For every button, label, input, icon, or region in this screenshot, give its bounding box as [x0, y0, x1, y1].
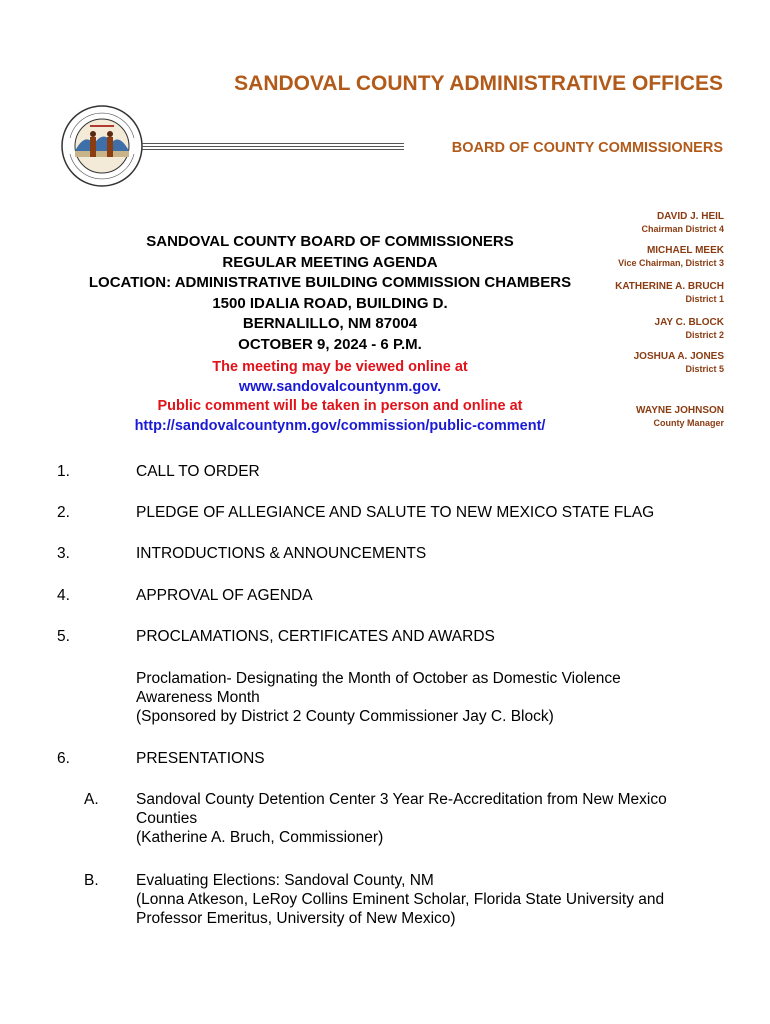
- member-name: MICHAEL MEEK: [646, 245, 724, 256]
- member-name: KATHERINE A. BRUCH: [615, 281, 724, 292]
- member-role: Vice Chairman, District 3: [618, 258, 724, 268]
- meeting-location-line: LOCATION: ADMINISTRATIVE BUILDING COMMISSION CHAMBERS: [88, 274, 572, 291]
- subitem-letter: A.: [84, 791, 99, 808]
- item-title: PLEDGE OF ALLEGIANCE AND SALUTE TO NEW MEXICO STATE FLAG: [136, 504, 655, 521]
- item-title: PROCLAMATIONS, CERTIFICATES AND AWARDS: [136, 628, 495, 645]
- viewed-online-text: The meeting may be viewed online at: [212, 359, 468, 375]
- member-role: Chairman District 4: [641, 224, 724, 234]
- online-notice: [60, 358, 620, 436]
- item-title: APPROVAL OF AGENDA: [136, 587, 313, 604]
- item-title: CALL TO ORDER: [136, 463, 260, 480]
- meeting-city-line: BERNALILLO, NM 87004: [242, 315, 418, 332]
- member-name: WAYNE JOHNSON: [636, 405, 724, 416]
- website-link[interactable]: www.sandovalcountynm.gov.: [238, 378, 442, 395]
- subitem-line: Sandoval County Detention Center 3 Year Re-Accreditation from New Mexico: [136, 791, 667, 808]
- subitem-line: (Lonna Atkeson, LeRoy Collins Eminent Scholar, Florida State University and: [136, 891, 665, 908]
- subitem-line: Professor Emeritus, University of New Mexico): [136, 910, 456, 927]
- member-role: District 2: [685, 330, 724, 340]
- item-number: 5.: [57, 628, 70, 645]
- subitem-line: Awareness Month: [136, 689, 260, 706]
- board-title: BOARD OF COUNTY COMMISSIONERS: [451, 140, 723, 156]
- member-role: District 5: [685, 364, 724, 374]
- item-title: PRESENTATIONS: [136, 750, 265, 767]
- member-name: JOSHUA A. JONES: [633, 351, 724, 362]
- subitem-line: Proclamation- Designating the Month of October as Domestic Violence: [136, 670, 621, 687]
- member-role: District 1: [685, 294, 724, 304]
- subitem-line: (Sponsored by District 2 County Commissioner Jay C. Block): [136, 708, 554, 725]
- meeting-date-line: OCTOBER 9, 2024 - 6 P.M.: [238, 335, 422, 353]
- subitem-line: Counties: [136, 810, 198, 827]
- meeting-type-line: REGULAR MEETING AGENDA: [222, 253, 438, 271]
- item-number: 6.: [57, 750, 70, 767]
- meeting-header: [60, 232, 600, 355]
- public-comment-link[interactable]: http://sandovalcountynm.gov/commission/public-comment/: [134, 417, 546, 434]
- subitem-letter: B.: [84, 872, 99, 889]
- header-divider: [142, 143, 404, 153]
- member-name: DAVID J. HEIL: [656, 211, 724, 222]
- item-number: 2.: [57, 504, 70, 521]
- subitem-line: Evaluating Elections: Sandoval County, NM: [136, 872, 434, 889]
- member-role: County Manager: [653, 418, 724, 428]
- office-title: SANDOVAL COUNTY ADMINISTRATIVE OFFICES: [234, 72, 723, 95]
- member-name: JAY C. BLOCK: [654, 317, 724, 328]
- item-number: 4.: [57, 587, 70, 604]
- meeting-board-line: SANDOVAL COUNTY BOARD OF COMMISSIONERS: [146, 233, 514, 250]
- item-title: INTRODUCTIONS & ANNOUNCEMENTS: [136, 545, 427, 562]
- item-number: 1.: [57, 463, 70, 480]
- county-seal-logo: [60, 104, 144, 188]
- meeting-address-line: 1500 IDALIA ROAD, BUILDING D.: [212, 294, 448, 312]
- public-comment-text: Public comment will be taken in person and online at: [157, 398, 523, 414]
- item-number: 3.: [57, 545, 70, 562]
- subitem-line: (Katherine A. Bruch, Commissioner): [136, 829, 384, 846]
